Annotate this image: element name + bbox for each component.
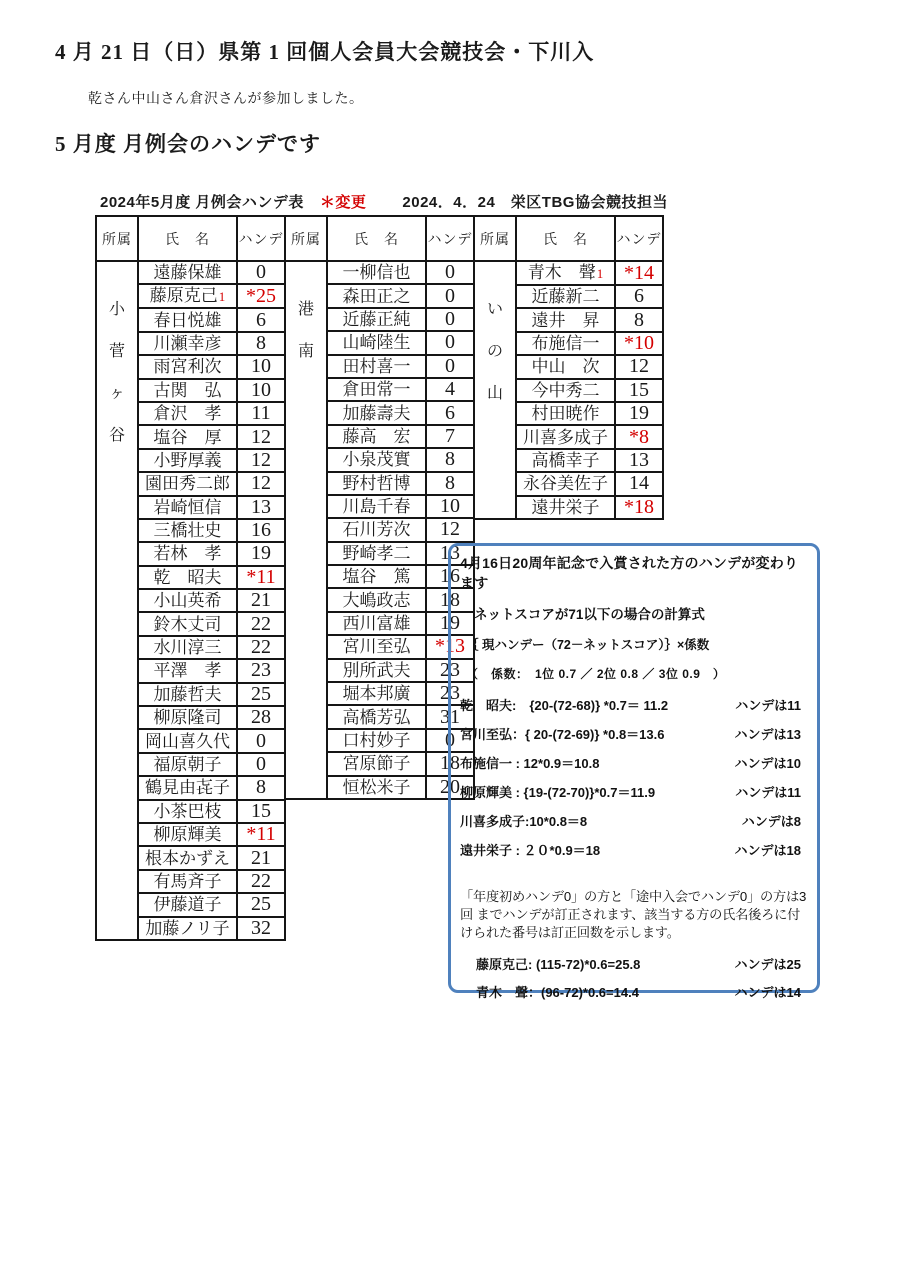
member-name: 口村妙子: [327, 729, 426, 752]
handicap-value: 22: [237, 636, 285, 659]
handicap-value: 6: [615, 285, 663, 308]
calculation-list-2: [460, 951, 807, 1007]
member-name: 別所武夫: [327, 659, 426, 682]
notes-note-2: 「年度初めハンデ0」の方と「途中入会でハンデ0」の方は3回 までハンデが訂正されます、該当する方の氏名後ろに付けられた番号は訂正回数を示します。: [460, 889, 807, 941]
table-caption: [100, 191, 668, 212]
member-name: 野崎孝二: [327, 542, 426, 565]
member-name: 柳原隆司: [138, 706, 237, 729]
handicap-value: *13: [426, 635, 474, 658]
member-name: 雨宮利次: [138, 355, 237, 378]
member-name: 園田秀二郎: [138, 472, 237, 495]
column-header: 氏 名: [327, 216, 426, 261]
handicap-value: 15: [237, 800, 285, 823]
member-name: 小茶巴枝: [138, 800, 237, 823]
handicap-value: 6: [237, 308, 285, 331]
member-name: 高橋芳弘: [327, 705, 426, 728]
handicap-value: 23: [237, 659, 285, 682]
calc-result: ハンデは11: [735, 698, 801, 713]
member-name: 永谷美佐子: [516, 472, 615, 495]
member-name: 柳原輝美: [138, 823, 237, 846]
handicap-value: 16: [237, 519, 285, 542]
member-name: 加藤壽夫: [327, 401, 426, 424]
member-name: 布施信一: [516, 332, 615, 355]
column-header: 氏 名: [516, 216, 615, 261]
handicap-value: 10: [237, 355, 285, 378]
handicap-value: 0: [237, 261, 285, 284]
handicap-value: 19: [615, 402, 663, 425]
handicap-value: 11: [237, 402, 285, 425]
member-name: 野村哲博: [327, 472, 426, 495]
member-name: 川喜多成子: [516, 425, 615, 448]
member-name: 川島千春: [327, 495, 426, 518]
handicap-value: *10: [615, 332, 663, 355]
handicap-value: 22: [237, 870, 285, 893]
column-header: ハンデ: [615, 216, 663, 261]
column-header: ハンデ: [426, 216, 474, 261]
handicap-table: [95, 215, 286, 941]
handicap-value: 13: [426, 542, 474, 565]
calc-formula: 藤原克己: (115-72)*0.6=25.8: [476, 956, 641, 972]
handicap-value: 8: [426, 448, 474, 471]
handicap-value: 10: [426, 495, 474, 518]
handicap-value: 28: [237, 706, 285, 729]
handicap-table: [284, 215, 475, 800]
affiliation-cell: 小 菅 ヶ 谷: [96, 261, 138, 940]
member-name: 遠井栄子: [516, 496, 615, 519]
affiliation-cell: 港 南: [285, 261, 327, 799]
member-name: 藤原克己1: [138, 284, 237, 308]
handicap-value: *11: [237, 566, 285, 589]
handicap-value: 12: [237, 449, 285, 472]
member-name: 春日悦雄: [138, 308, 237, 331]
member-name: 田村喜一: [327, 355, 426, 378]
member-name: 岡山喜久代: [138, 729, 237, 752]
calc-result: ハンデは25: [734, 956, 801, 972]
member-name: 倉沢 孝: [138, 402, 237, 425]
member-name: 高橋幸子: [516, 449, 615, 472]
member-name: 根本かずえ: [138, 846, 237, 869]
calc-formula: 遠井栄子 : ２０*0.9＝18: [460, 843, 601, 858]
handicap-value: *11: [237, 823, 285, 846]
member-name: 宮川至弘: [327, 635, 426, 658]
member-name: 加藤ノリ子: [138, 917, 237, 940]
calc-formula: 青木 聲：(96-72)*0.6=14.4: [476, 984, 639, 1000]
table-row: [474, 261, 663, 285]
member-name: 藤高 宏: [327, 425, 426, 448]
member-name: 若林 孝: [138, 542, 237, 565]
calculation-row: [460, 951, 807, 979]
member-name: 遠井 昇: [516, 308, 615, 331]
handicap-value: *14: [615, 261, 663, 285]
calc-formula: 柳原輝美 : {19-(72-70)}*0.7＝11.9: [460, 785, 656, 800]
calculation-row: [460, 691, 807, 720]
handicap-value: 12: [237, 425, 285, 448]
member-name: 鶴見由㐂子: [138, 776, 237, 799]
member-name: 福原朝子: [138, 753, 237, 776]
member-name: 青木 聲1: [516, 261, 615, 285]
handicap-value: *8: [615, 425, 663, 448]
calc-formula: 宮川至弘：{ 20-(72-69)} *0.8＝13.6: [460, 727, 665, 742]
member-name: 石川芳次: [327, 518, 426, 541]
notes-box: [448, 543, 820, 1000]
handicap-value: 21: [237, 589, 285, 612]
handicap-value: 0: [237, 729, 285, 752]
table-row: [285, 261, 474, 284]
member-name: 中山 次: [516, 355, 615, 378]
member-name: 近藤新二: [516, 285, 615, 308]
member-name: 有馬斉子: [138, 870, 237, 893]
handicap-value: 7: [426, 425, 474, 448]
handicap-value: 4: [426, 378, 474, 401]
handicap-value: 0: [426, 308, 474, 331]
calculation-row: [460, 778, 807, 807]
handicap-value: 22: [237, 612, 285, 635]
correction-count: 1: [218, 289, 226, 305]
calculation-row: [460, 979, 807, 1007]
calculation-row: [460, 807, 807, 836]
handicap-value: 23: [426, 682, 474, 705]
page-subtitle: 乾さん中山さん倉沢さんが参加しました。: [88, 92, 364, 107]
handicap-value: 21: [237, 846, 285, 869]
handicap-value: 15: [615, 379, 663, 402]
handicap-value: 0: [426, 355, 474, 378]
calc-result: ハンデは11: [735, 785, 801, 800]
handicap-value: 13: [237, 496, 285, 519]
notes-line-2: ネットスコアが71以下の場合の計算式: [474, 607, 705, 622]
member-name: 堀本邦廣: [327, 682, 426, 705]
member-name: 伊藤道子: [138, 893, 237, 916]
table-caption-title: 2024年5月度 月例会ハンデ表: [100, 194, 304, 211]
calculation-row: [460, 720, 807, 749]
handicap-value: 23: [426, 659, 474, 682]
member-name: 乾 昭夫: [138, 566, 237, 589]
section-heading: 5 月度 月例会のハンデです: [55, 132, 321, 156]
column-header: ハンデ: [237, 216, 285, 261]
member-name: 古関 弘: [138, 379, 237, 402]
member-name: 一柳信也: [327, 261, 426, 284]
affiliation-cell: い の 山: [474, 261, 516, 519]
member-name: 水川淳三: [138, 636, 237, 659]
calculation-list: [460, 691, 807, 865]
member-name: 岩崎恒信: [138, 496, 237, 519]
member-name: 平澤 孝: [138, 659, 237, 682]
calc-formula: 乾 昭夫: {20-(72-68)} *0.7＝ 11.2: [460, 698, 669, 713]
member-name: 恒松米子: [327, 776, 426, 799]
notes-coefficients: （ 係数： 1位 0.7 ／ 2位 0.8 ／ 3位 0.9 ）: [466, 667, 726, 681]
column-header: 所属: [285, 216, 327, 261]
column-header: 所属: [96, 216, 138, 261]
handicap-value: 20: [426, 776, 474, 799]
calc-result: ハンデは14: [734, 984, 801, 1000]
calc-result: ハンデは8: [741, 814, 801, 829]
handicap-value: 6: [426, 401, 474, 424]
notes-line-1: 4月16日20周年記念で入賞された方のハンデが変わります: [460, 555, 799, 591]
member-name: 近藤正純: [327, 308, 426, 331]
member-name: 山崎陸生: [327, 331, 426, 354]
handicap-value: *25: [237, 284, 285, 308]
handicap-value: 12: [237, 472, 285, 495]
handicap-value: 8: [237, 332, 285, 355]
member-name: 鈴木丈司: [138, 612, 237, 635]
handicap-value: 0: [426, 261, 474, 284]
table-caption-change-note: ＊変更: [319, 194, 367, 211]
correction-count: 1: [596, 266, 604, 281]
handicap-value: 12: [426, 518, 474, 541]
handicap-table: [473, 215, 664, 520]
member-name: 塩谷 篤: [327, 565, 426, 588]
handicap-value: 19: [237, 542, 285, 565]
handicap-value: 19: [426, 612, 474, 635]
member-name: 加藤哲夫: [138, 683, 237, 706]
handicap-value: 14: [615, 472, 663, 495]
calc-result: ハンデは10: [734, 756, 801, 771]
calculation-row: [460, 836, 807, 865]
handicap-value: 0: [426, 331, 474, 354]
handicap-value: 18: [426, 588, 474, 611]
member-name: 塩谷 厚: [138, 425, 237, 448]
handicap-value: 25: [237, 893, 285, 916]
column-header: 氏 名: [138, 216, 237, 261]
member-name: 三橋壮史: [138, 519, 237, 542]
member-name: 遠藤保雄: [138, 261, 237, 284]
calc-formula: 川喜多成子:10*0.8＝8: [460, 814, 588, 829]
member-name: 今中秀二: [516, 379, 615, 402]
handicap-value: 13: [615, 449, 663, 472]
calc-result: ハンデは18: [734, 843, 801, 858]
handicap-value: 8: [426, 472, 474, 495]
handicap-value: 18: [426, 752, 474, 775]
table-caption-date-org: 2024．4．24 栄区TBG協会競技担当: [402, 194, 668, 211]
handicap-value: 0: [426, 729, 474, 752]
handicap-value: 12: [615, 355, 663, 378]
member-name: 小野厚義: [138, 449, 237, 472]
member-name: 森田正之: [327, 284, 426, 307]
handicap-value: *18: [615, 496, 663, 519]
member-name: 小泉茂實: [327, 448, 426, 471]
member-name: 西川富雄: [327, 612, 426, 635]
handicap-value: 0: [237, 753, 285, 776]
member-name: 村田暁作: [516, 402, 615, 425]
member-name: 小山英希: [138, 589, 237, 612]
member-name: 倉田常一: [327, 378, 426, 401]
handicap-value: 8: [237, 776, 285, 799]
handicap-value: 16: [426, 565, 474, 588]
member-name: 大嶋政志: [327, 588, 426, 611]
notes-formula: ｛ 現ハンデー（72－ネットスコア）｝×係数: [466, 638, 710, 652]
table-row: [96, 261, 285, 284]
calculation-row: [460, 749, 807, 778]
handicap-value: 25: [237, 683, 285, 706]
column-header: 所属: [474, 216, 516, 261]
handicap-value: 32: [237, 917, 285, 940]
calc-result: ハンデは13: [734, 727, 801, 742]
member-name: 川瀬幸彦: [138, 332, 237, 355]
handicap-value: 0: [426, 284, 474, 307]
handicap-value: 31: [426, 705, 474, 728]
member-name: 宮原節子: [327, 752, 426, 775]
handicap-value: 10: [237, 379, 285, 402]
handicap-value: 8: [615, 308, 663, 331]
calc-formula: 布施信一 : 12*0.9＝10.8: [460, 756, 600, 771]
page-title: 4 月 21 日（日）県第 1 回個人会員大会競技会・下川入: [55, 40, 595, 64]
